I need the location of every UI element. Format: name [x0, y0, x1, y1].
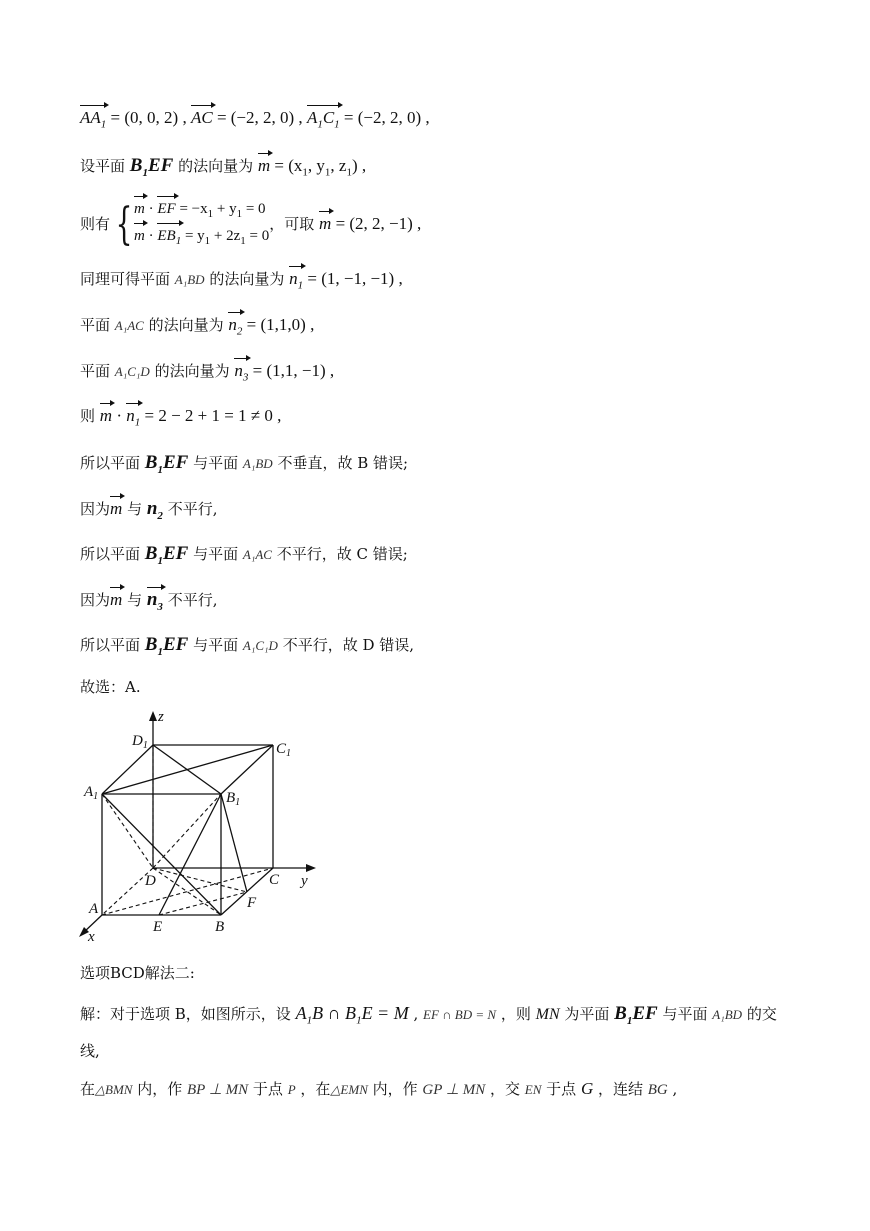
vector-n1: $n_1$	[289, 268, 303, 296]
label-b: B	[215, 919, 225, 935]
answer-line: 故选：A.	[80, 678, 141, 696]
vector-m: m	[257, 156, 271, 175]
z-axis-arrow	[149, 711, 157, 721]
normal-vector-setup-line: 设平面 $B_1EF$ 的法向量为 $m = (x_1$, $y_1$, $z_1$) ,	[80, 155, 367, 179]
label-z: z	[158, 709, 164, 725]
label-e: E	[153, 919, 163, 935]
construction-line: 在△BMN 内，作 BP ⊥ MN 于点 P ，在△EMN 内，作 GP ⊥ MN ，交 EN 于点 G ，连结 BG ,	[80, 1079, 678, 1098]
conclusion-d-line: 所以平面 $B_1EF$ 与平面 A₁C₁D 不平行，故 D 错误,	[80, 634, 415, 658]
equation-row-1: m · EF = $-x_1 + y_1 = 0$	[134, 198, 269, 225]
label-c1: $C_1$	[276, 741, 292, 759]
plane-b1ef: $B_1EF$	[129, 155, 174, 179]
conclusion-c-line: 所以平面 $B_1EF$ 与平面 A₁AC 不平行，故 C 错误;	[80, 543, 408, 567]
vector-aa1: $AA_1$	[80, 107, 106, 135]
vector-n2: $n_2$	[228, 314, 242, 342]
label-d: D	[145, 873, 156, 889]
left-brace: {	[115, 199, 133, 250]
plane-a1bd: A₁BD	[174, 272, 205, 287]
plane-a1c1d: A₁C₁D	[114, 364, 150, 379]
vector-n3: $n_3$	[234, 360, 248, 388]
reason-m-n3-line: 因为m 与 $n_3$ 不平行,	[80, 589, 217, 618]
vector-aa1-value: = (0, 0, 2) ,	[106, 108, 191, 127]
reason-m-n2-line: 因为m 与 $n_2$ 不平行,	[80, 498, 218, 522]
equation-row-2: $m \cdot EB_1 = y_1 + 2z_1 = 0$	[134, 225, 269, 252]
method-two-heading: 选项BCD解法二:	[80, 964, 195, 982]
vector-ac-value: = (−2, 2, 0) ,	[212, 108, 307, 127]
label-a: A	[89, 901, 99, 917]
normal-n3-line: 平面 A₁C₁D 的法向量为 $n_3 = (1,1$, −1) ,	[80, 360, 334, 388]
plane-a1ac: A₁AC	[114, 318, 144, 333]
continuation-line: 线,	[80, 1042, 100, 1060]
label-d1: $D_1$	[132, 733, 148, 751]
vector-ac: AC	[190, 108, 213, 127]
dot-product-line: 则 $m \cdot n_1 = 2 - 2 + 1 = 1 \ne 0$ ,	[80, 405, 281, 433]
equation-system	[110, 198, 269, 252]
equation-system-line: 则有 { m · EF = $-x_1 + y_1 = 0$ $m \cdot EB_1 = y_1 + 2z_1 = 0$ ，可取 m = (2, 2, −1) ,	[80, 199, 422, 250]
label-f: F	[247, 895, 257, 911]
normal-n2-line: 平面 A₁AC 的法向量为 $n_2 = (1,1,0)$ ,	[80, 314, 314, 342]
vector-coordinates-line	[80, 107, 430, 135]
label-y: y	[301, 873, 308, 889]
label-b1: $B_1$	[226, 790, 241, 808]
label-a1: $A_1$	[84, 784, 99, 802]
vector-a1c1-value: = (−2, 2, 0) ,	[339, 108, 430, 127]
y-axis-arrow	[306, 864, 316, 872]
vector-m: m	[319, 214, 332, 233]
label-x: x	[88, 929, 95, 945]
label-c: C	[269, 872, 280, 888]
vector-a1c1: $A_1C_1$	[307, 107, 340, 135]
normal-n1-line: 同理可得平面 A₁BD 的法向量为 $n_1 = (1$, −1, −1) ,	[80, 268, 403, 296]
conclusion-b-line: 所以平面 $B_1EF$ 与平面 A₁BD 不垂直，故 B 错误;	[80, 452, 409, 476]
plane-b1ef: $B_1EF$	[144, 452, 189, 476]
solution-intro-line: 解：对于选项 B，如图所示，设 $A_1B$ ∩ $B_1E = M$ , EF ∩ BD = N ，则 MN 为平面 $B_1EF$ 与平面 A₁BD 的交	[80, 1003, 777, 1027]
cube-figure	[75, 705, 325, 945]
